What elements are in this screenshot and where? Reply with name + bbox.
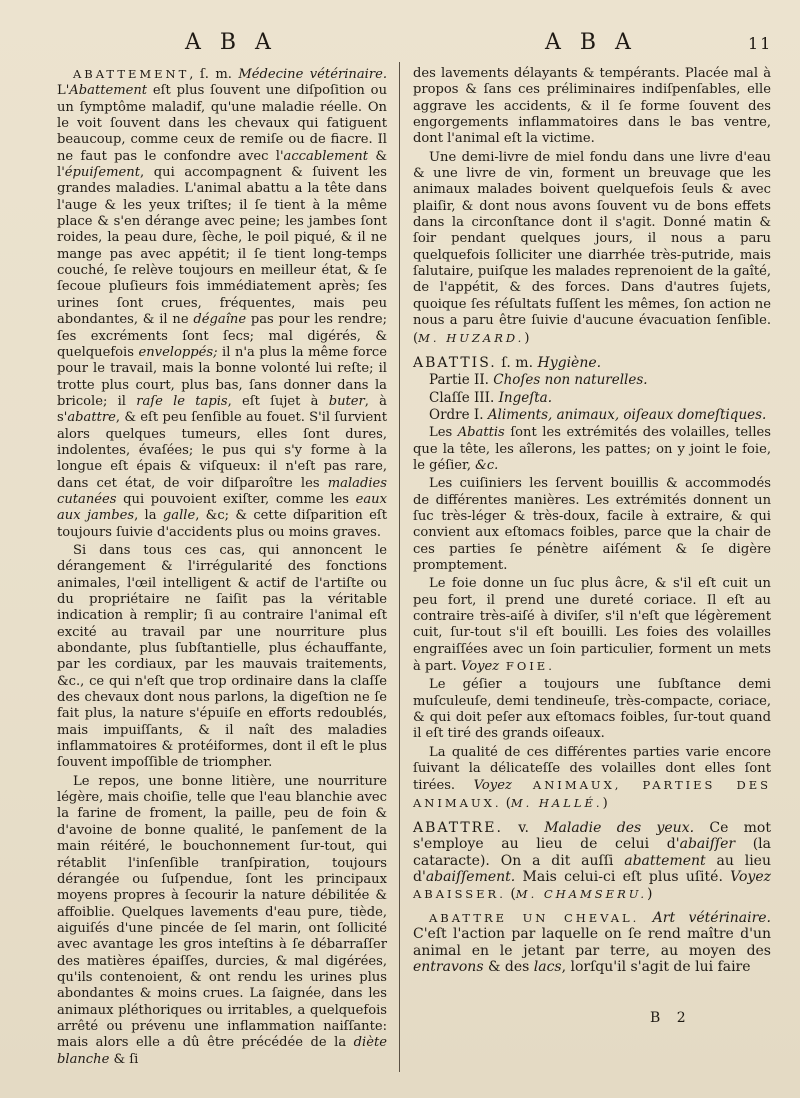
paragraph: des lavements délayants & tempérants. Placée mal à propos & ſans ces préliminaires indiſpenſables, elle aggrave les accidents, & il ſe forme ſouvent des engorgements inflammatoires dans le bas ventre, dont l'animal eſt la victime.	[413, 66, 771, 147]
signature-mark: B 2	[650, 1010, 692, 1026]
entry-abattement: ABATTEMENT, ſ. m. Médecine vétérinaire. L'Abattement eſt plus ſouvent une diſpoſition ou un ſymptôme maladif, qu'une maladie réelle. On le voit ſouvent dans les chevaux qui fatiguent beaucoup, comme ceux de remiſe ou de fiacre. Il ne faut pas le confondre avec l'accablement & l'épuiſement, qui accompagnent & ſuivent les grandes maladies. L'animal abattu a la tête dans l'auge & les yeux triſtes; il ſe tient à la même place & s'en dérange avec peine; les jambes ſont roides, la peau dure, ſèche, le poil piqué, & il ne mange pas avec appétit; il ſe tient long-temps couché, ſe relève toujours en meilleur état, & ſe ſecoue pluſieurs fois immédiatement après; ſes urines ſont crues, fréquentes, mais peu abondantes, & il ne dégaîne pas pour les rendre; ſes excréments ſont ſecs; mal digérés, & quelquefois enveloppés; il n'a plus la même force pour le travail, mais la bonne volonté lui reſte; il trotte plus court, plus bas, ſans donner dans la bricole; il raſe le tapis, eſt ſujet à buter, à s'abattre, & eſt peu ſenſible au fouet. S'il ſurvient alors quelques tumeurs, elles ſont dures, indolentes, évaſées; le pus qui s'y forme à la longue eſt épais & viſqueux: il n'eſt pas rare, dans cet état, de voir diſparoître les maladies cutanées qui pouvoient exiſter, comme les eaux aux jambes, la galle, &c; & cette diſparition eſt toujours ſuivie d'accidents plus ou moins graves.	[57, 67, 388, 540]
paragraph: Une demi-livre de miel fondu dans une livre d'eau & une livre de vin, forment un breuvage que les animaux malades boivent quelquefois ſeuls & avec plaiſir, & dont nous avons ſouvent vu de bons effets dans la circonſtance dont il s'agit. Donné matin & ſoir pendant quelques jours, il nous a paru quelquefois ſolliciter une diarrhée très-putride, mais ſalutaire, puiſque les malades reprenoient de la gaîté, de l'appétit, & des forces. Dans d'autres ſujets, quoique ſes réſultats fuſſent les mêmes, ſon action ne nous a paru être ſuivie d'aucune évacuation ſenſible. (M. HUZARD.)	[413, 149, 771, 346]
running-head-right: A B A	[545, 30, 637, 55]
cross-reference: FOIE.	[499, 659, 555, 674]
author-credit: M. HALLÉ.	[510, 795, 603, 810]
paragraph: Le foie donne un ſuc plus âcre, & s'il eſt cuit un peu fort, il prend une dureté coriace. Il eſt au contraire très-aiſé à diviſer, s'il n'eſt que légèrement cuit, ſur-tout s'il eſt bouilli. Les foies des volailles engraiſſées avec un ſoin particulier, forment un mets à part. Voyez FOIE.	[413, 576, 771, 675]
paragraph: Les Abattis ſont les extrémités des volailles, telles que la tête, les aîlerons, les pattes; on y joint le foie, le géſier, &c.	[413, 425, 771, 473]
left-column	[57, 66, 387, 1068]
cross-reference: ANIMAUX, PARTIES DES ANIMAUX.	[413, 778, 771, 810]
column-divider	[399, 62, 400, 1072]
classification-classe: Claſſe III. Ingeſta.	[429, 389, 552, 406]
author-credit: M. HUZARD.	[418, 330, 525, 345]
paragraph: La qualité de ces différentes parties varie encore ſuivant la délicateſſe des volailles dont elles ſont tirées. Voyez ANIMAUX, PARTIES DES ANIMAUX. (M. HALLÉ.)	[413, 744, 771, 811]
page-number: 11	[748, 34, 773, 53]
running-head-left: A B A	[185, 30, 277, 55]
entry-abattre: ABATTRE. v. Maladie des yeux. Ce mot s'employe au lieu de celui d'abaiſſer (la cataracte). On a dit auſſi abattement au lieu d'abaiſſement. Mais celui-ci eſt plus uſité. Voyez ABAISSER. (M. CHAMSERU.)	[413, 820, 771, 902]
entry-abattis-head: ABATTIS. ſ. m. Hygiène.	[413, 354, 602, 371]
paragraph: Les cuiſiniers les ſervent bouillis & accommodés de différentes manières. Les extrémités donnent un ſuc très-léger & très-doux, facile à extraire, & qui convient aux eſtomacs foibles, parce que la chair de ces parties ſe pénètre aiſément & ſe digère promptement.	[413, 476, 771, 573]
paragraph: Le repos, une bonne litière, une nourriture légère, mais choiſie, telle que l'eau blanchie avec la farine de froment, la paille, peu de foin & d'avoine de bonne qualité, le panſement de la main réitéré, le bouchonnement ſur-tout, qui rétablit l'inſenſible tranſpiration, toujours dérangée ou ſuſpendue, ſont les principaux moyens propres à ſecourir la nature débilitée & affoiblie. Quelques lavements d'eau pure, tiède, aiguiſés d'une pincée de ſel marin, ont ſollicité avec avantage les gros inteſtins à ſe débarraſſer des matières épaiſſes, durcies, & mal digérées, qu'ils contenoient, & ont rendu les urines plus abondantes & moins crues. La ſaignée, dans les animaux pléthoriques ou irritables, a quelquefois arrêté ou prévenu une inflammation naiſſante: mais alors elle a dû être précédée de la diète blanche & ſi	[57, 773, 387, 1067]
right-column	[413, 66, 771, 975]
entry-abattre-un-cheval: ABATTRE UN CHEVAL. Art vétérinaire. C'eſt l'action par laquelle on ſe rend maître d'un animal en le jetant par terre, au moyen des entravons & des lacs, lorſqu'il s'agit de lui faire	[413, 909, 772, 975]
entry-head: ABATTEMENT	[73, 67, 190, 81]
classification-ordre: Ordre I. Aliments, animaux, oiſeaux domeſtiques.	[429, 406, 767, 423]
cross-reference: ABAISSER.	[413, 886, 506, 901]
paragraph: Si dans tous ces cas, qui annoncent le dérangement & l'irrégularité des fonctions animales, l'œil intelligent & actif de l'artiſte ou du propriétaire ne ſaiſit pas la véritable indication à remplir; ſi au contraire l'animal eſt excité au travail par une nourriture plus abondante, plus ſubſtantielle, plus échauffante, par les cordiaux, par les mauvais traitements, &c., ce qui n'eſt que trop ordinaire dans la claſſe des chevaux dont nous parlons, la digeſtion ne ſe fait plus, la nature s'épuiſe en efforts redoublés, mais impuiſſants, & il naît des maladies inflammatoires & protéiformes, dont il eſt le plus ſouvent impoſſible de triompher.	[57, 542, 387, 771]
author-credit: M. CHAMSERU.	[515, 886, 648, 901]
paragraph: Le géſier a toujours une ſubſtance demi muſculeuſe, demi tendineuſe, très-compacte, coriace, & qui doit peſer aux eſtomacs foibles, ſur-tout quand il eſt tiré des grands oiſeaux.	[413, 677, 771, 742]
classification-partie: Partie II. Choſes non naturelles.	[429, 372, 648, 389]
